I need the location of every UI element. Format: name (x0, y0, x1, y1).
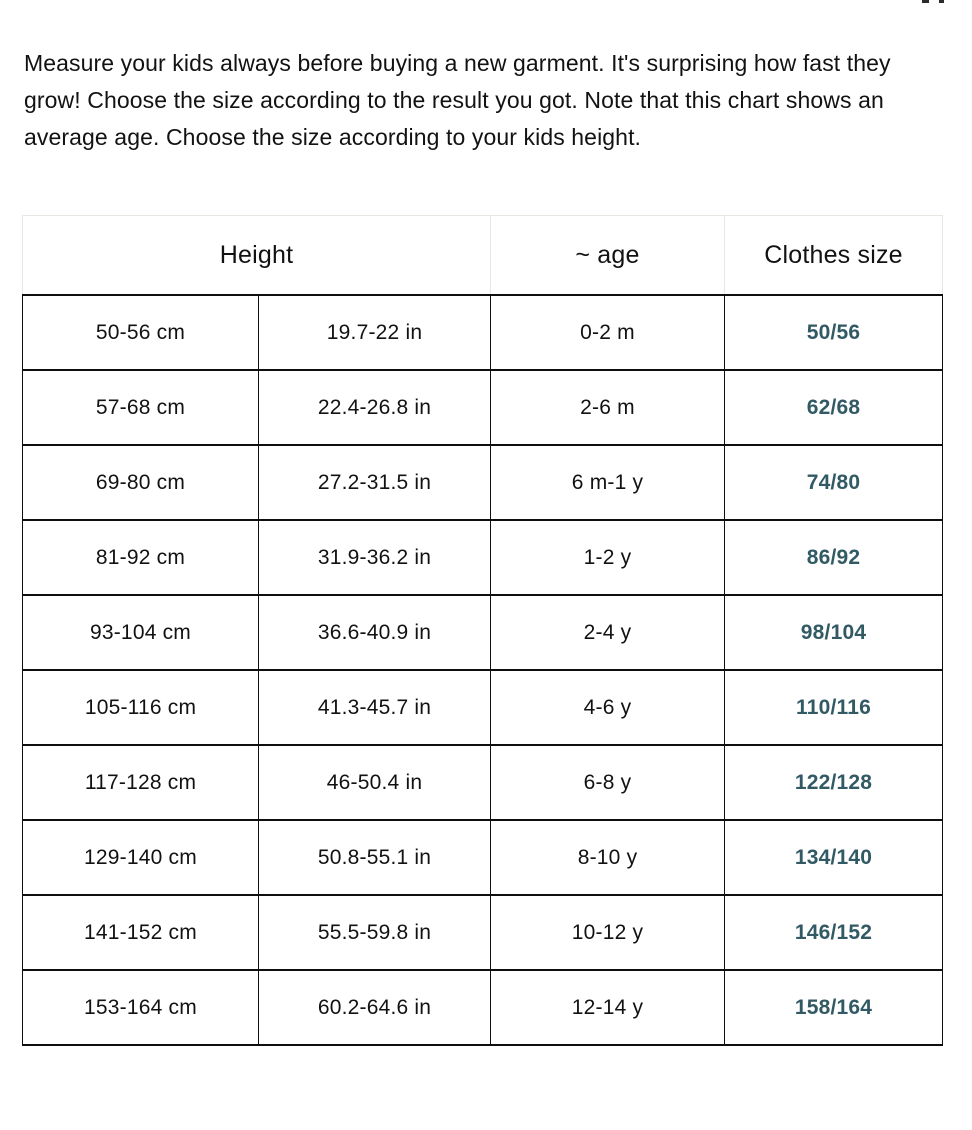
table-row (22, 971, 943, 1046)
height-cm-cell: 93-104 cm (22, 596, 258, 671)
age-cell: 2-4 y (490, 596, 724, 671)
height-cm-cell: 117-128 cm (22, 746, 258, 821)
size-link[interactable]: 110/116 (796, 695, 871, 719)
size-cell (724, 896, 943, 971)
header-age: ~ age (490, 215, 724, 294)
height-in-cell: 46-50.4 in (258, 746, 490, 821)
age-cell: 1-2 y (490, 521, 724, 596)
age-cell: 4-6 y (490, 671, 724, 746)
size-cell (724, 971, 943, 1046)
size-link[interactable]: 146/152 (794, 920, 873, 944)
height-in-cell: 31.9-36.2 in (258, 521, 490, 596)
height-in-cell: 27.2-31.5 in (258, 446, 490, 521)
table-row (22, 896, 943, 971)
table-row (22, 521, 943, 596)
cropped-glyph-fragment (939, 0, 944, 3)
age-cell: 8-10 y (490, 821, 724, 896)
header-clothes-size: Clothes size (724, 215, 943, 294)
age-cell: 2-6 m (490, 371, 724, 446)
table-row (22, 821, 943, 896)
height-cm-cell: 69-80 cm (22, 446, 258, 521)
size-link[interactable]: 62/68 (806, 395, 861, 419)
height-in-cell: 36.6-40.9 in (258, 596, 490, 671)
size-cell (724, 294, 943, 371)
height-cm-cell: 50-56 cm (22, 294, 258, 371)
age-cell: 10-12 y (490, 896, 724, 971)
height-in-cell: 55.5-59.8 in (258, 896, 490, 971)
size-cell (724, 671, 943, 746)
size-cell (724, 821, 943, 896)
size-cell (724, 371, 943, 446)
height-in-cell: 41.3-45.7 in (258, 671, 490, 746)
height-cm-cell: 141-152 cm (22, 896, 258, 971)
size-cell (724, 746, 943, 821)
height-in-cell: 60.2-64.6 in (258, 971, 490, 1046)
height-cm-cell: 153-164 cm (22, 971, 258, 1046)
intro-text: Measure your kids always before buying a new garment. It's surprising how fast they grow! Choose the size according to the result you got. Note that this chart shows an average age. Choose the size according to your kids height. (24, 50, 891, 150)
height-in-cell: 19.7-22 in (258, 294, 490, 371)
size-link[interactable]: 50/56 (806, 320, 861, 344)
height-cm-cell: 105-116 cm (22, 671, 258, 746)
age-cell: 0-2 m (490, 294, 724, 371)
header-row (22, 215, 943, 294)
size-link[interactable]: 74/80 (806, 470, 861, 494)
size-link[interactable]: 134/140 (794, 845, 873, 869)
table-row (22, 294, 943, 371)
table-row (22, 671, 943, 746)
table-row (22, 446, 943, 521)
age-cell: 6-8 y (490, 746, 724, 821)
table-row (22, 746, 943, 821)
table-row (22, 371, 943, 446)
size-link[interactable]: 122/128 (794, 770, 873, 794)
size-link[interactable]: 86/92 (806, 545, 861, 569)
height-cm-cell: 81-92 cm (22, 521, 258, 596)
height-in-cell: 50.8-55.1 in (258, 821, 490, 896)
height-cm-cell: 129-140 cm (22, 821, 258, 896)
size-cell (724, 446, 943, 521)
table-body (22, 294, 943, 1046)
header-height: Height (22, 215, 490, 294)
table-header (22, 215, 943, 294)
table-row (22, 596, 943, 671)
size-link[interactable]: 98/104 (800, 620, 867, 644)
cropped-glyph-fragment (922, 0, 929, 3)
size-cell (724, 521, 943, 596)
size-cell (724, 596, 943, 671)
height-in-cell: 22.4-26.8 in (258, 371, 490, 446)
age-cell: 12-14 y (490, 971, 724, 1046)
age-cell: 6 m-1 y (490, 446, 724, 521)
size-chart-table (22, 215, 943, 1046)
size-link[interactable]: 158/164 (794, 995, 873, 1019)
height-cm-cell: 57-68 cm (22, 371, 258, 446)
